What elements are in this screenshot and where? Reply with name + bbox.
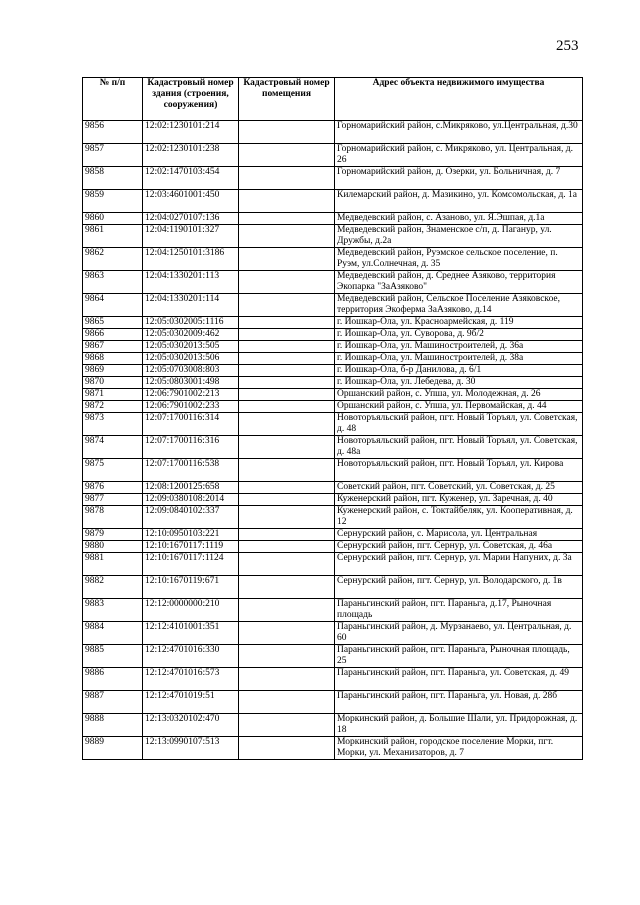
room-cadastral-cell xyxy=(239,436,335,459)
building-cadastral-cell: 12:05:0803001:498 xyxy=(143,377,239,389)
room-cadastral-cell xyxy=(239,691,335,714)
table-row xyxy=(83,529,583,541)
room-cadastral-cell xyxy=(239,737,335,760)
room-cadastral-cell xyxy=(239,714,335,737)
table-row xyxy=(83,645,583,668)
building-cadastral-cell: 12:03:4601001:450 xyxy=(143,190,239,213)
building-cadastral-cell: 12:04:1330201:113 xyxy=(143,271,239,294)
address-cell: Медведевский район, Руэмское сельское поселение, п. Руэм, ул.Солнечная, д. 35 xyxy=(335,248,583,271)
address-cell: г. Йошкар-Ола, ул. Машиностроителей, д. 36а xyxy=(335,341,583,353)
building-cadastral-cell: 12:09:0380108:2014 xyxy=(143,494,239,506)
table-row xyxy=(83,144,583,167)
row-number-cell: 9881 xyxy=(83,553,143,576)
room-cadastral-cell xyxy=(239,553,335,576)
building-cadastral-cell: 12:02:1230101:214 xyxy=(143,121,239,144)
room-cadastral-cell xyxy=(239,494,335,506)
table-row xyxy=(83,541,583,553)
table-row xyxy=(83,365,583,377)
address-cell: Параньгинский район, пгт. Параньга, ул. Новая, д. 28б xyxy=(335,691,583,714)
header-address: Адрес объекта недвижимого имущества xyxy=(335,78,583,121)
address-cell: Моркинский район, д. Большие Шали, ул. Придорожная, д. 18 xyxy=(335,714,583,737)
row-number-cell: 9889 xyxy=(83,737,143,760)
building-cadastral-cell: 12:05:0302013:505 xyxy=(143,341,239,353)
row-number-cell: 9880 xyxy=(83,541,143,553)
row-number-cell: 9865 xyxy=(83,317,143,329)
address-cell: Медведевский район, д. Среднее Азяково, территория Экопарка "ЗаАзяково" xyxy=(335,271,583,294)
row-number-cell: 9868 xyxy=(83,353,143,365)
building-cadastral-cell: 12:08:1200125:658 xyxy=(143,482,239,494)
room-cadastral-cell xyxy=(239,389,335,401)
address-cell: Медведевский район, Знаменское с/п, д. Паганур, ул. Дружбы, д.2а xyxy=(335,225,583,248)
table-row xyxy=(83,459,583,482)
row-number-cell: 9870 xyxy=(83,377,143,389)
row-number-cell: 9888 xyxy=(83,714,143,737)
table-row xyxy=(83,668,583,691)
building-cadastral-cell: 12:07:1700116:314 xyxy=(143,413,239,436)
row-number-cell: 9874 xyxy=(83,436,143,459)
address-cell: Сернурский район, пгт. Сернур, ул. Марии Напуних, д. 3а xyxy=(335,553,583,576)
table-row xyxy=(83,329,583,341)
page-number: 253 xyxy=(556,38,579,54)
address-cell: г. Йошкар-Ола, б-р Данилова, д. 6/1 xyxy=(335,365,583,377)
row-number-cell: 9872 xyxy=(83,401,143,413)
room-cadastral-cell xyxy=(239,225,335,248)
row-number-cell: 9856 xyxy=(83,121,143,144)
table-row xyxy=(83,506,583,529)
building-cadastral-cell: 12:04:0270107:136 xyxy=(143,213,239,225)
room-cadastral-cell xyxy=(239,353,335,365)
room-cadastral-cell xyxy=(239,576,335,599)
table-row xyxy=(83,436,583,459)
room-cadastral-cell xyxy=(239,599,335,622)
header-num: № п/п xyxy=(83,78,143,121)
building-cadastral-cell: 12:02:1230101:238 xyxy=(143,144,239,167)
table-row xyxy=(83,482,583,494)
room-cadastral-cell xyxy=(239,329,335,341)
table-row xyxy=(83,248,583,271)
room-cadastral-cell xyxy=(239,144,335,167)
table-row xyxy=(83,353,583,365)
address-cell: Куженерский район, с. Токтайбеляк, ул. Кооперативная, д. 12 xyxy=(335,506,583,529)
room-cadastral-cell xyxy=(239,668,335,691)
address-cell: Новоторъяльский район, пгт. Новый Торъял, ул. Советская, д. 48а xyxy=(335,436,583,459)
table-row xyxy=(83,377,583,389)
row-number-cell: 9871 xyxy=(83,389,143,401)
table-row xyxy=(83,737,583,760)
address-cell: Оршанский район, с. Упша, ул. Первомайская, д. 44 xyxy=(335,401,583,413)
building-cadastral-cell: 12:10:1670117:1119 xyxy=(143,541,239,553)
address-cell: Сернурский район, пгт. Сернур, ул. Советская, д. 46а xyxy=(335,541,583,553)
header-building-cadastral: Кадастровый номер здания (строения, сооружения) xyxy=(143,78,239,121)
table-row xyxy=(83,167,583,190)
room-cadastral-cell xyxy=(239,121,335,144)
address-cell: Моркинский район, городское поселение Морки, пгт. Морки, ул. Механизаторов, д. 7 xyxy=(335,737,583,760)
row-number-cell: 9878 xyxy=(83,506,143,529)
address-cell: г. Йошкар-Ола, ул. Красноармейская, д. 119 xyxy=(335,317,583,329)
table-row xyxy=(83,401,583,413)
building-cadastral-cell: 12:05:0302013:506 xyxy=(143,353,239,365)
row-number-cell: 9873 xyxy=(83,413,143,436)
table-row xyxy=(83,294,583,317)
building-cadastral-cell: 12:05:0703008:803 xyxy=(143,365,239,377)
address-cell: Новоторъяльский район, пгт. Новый Торъял, ул. Советская, д. 48 xyxy=(335,413,583,436)
row-number-cell: 9867 xyxy=(83,341,143,353)
address-cell: Горномарийский район, с. Микряково, ул. Центральная, д. 26 xyxy=(335,144,583,167)
room-cadastral-cell xyxy=(239,541,335,553)
room-cadastral-cell xyxy=(239,271,335,294)
row-number-cell: 9858 xyxy=(83,167,143,190)
address-cell: Параньгинский район, пгт. Параньга, ул. Советская, д. 49 xyxy=(335,668,583,691)
room-cadastral-cell xyxy=(239,377,335,389)
building-cadastral-cell: 12:12:4101001:351 xyxy=(143,622,239,645)
address-cell: Советский район, пгт. Советский, ул. Советская, д. 25 xyxy=(335,482,583,494)
table-row xyxy=(83,389,583,401)
row-number-cell: 9877 xyxy=(83,494,143,506)
building-cadastral-cell: 12:12:4701016:573 xyxy=(143,668,239,691)
room-cadastral-cell xyxy=(239,482,335,494)
building-cadastral-cell: 12:13:0320102:470 xyxy=(143,714,239,737)
building-cadastral-cell: 12:07:1700116:538 xyxy=(143,459,239,482)
row-number-cell: 9859 xyxy=(83,190,143,213)
room-cadastral-cell xyxy=(239,341,335,353)
address-cell: г. Йошкар-Ола, ул. Машиностроителей, д. 38а xyxy=(335,353,583,365)
row-number-cell: 9869 xyxy=(83,365,143,377)
building-cadastral-cell: 12:12:4701019:51 xyxy=(143,691,239,714)
building-cadastral-cell: 12:05:0302009:462 xyxy=(143,329,239,341)
room-cadastral-cell xyxy=(239,190,335,213)
room-cadastral-cell xyxy=(239,365,335,377)
row-number-cell: 9886 xyxy=(83,668,143,691)
table-row xyxy=(83,121,583,144)
row-number-cell: 9882 xyxy=(83,576,143,599)
building-cadastral-cell: 12:05:0302005:1116 xyxy=(143,317,239,329)
room-cadastral-cell xyxy=(239,213,335,225)
table-row xyxy=(83,599,583,622)
building-cadastral-cell: 12:07:1700116:316 xyxy=(143,436,239,459)
room-cadastral-cell xyxy=(239,459,335,482)
address-cell: Горномарийский район, д. Озерки, ул. Больничная, д. 7 xyxy=(335,167,583,190)
building-cadastral-cell: 12:09:0840102:337 xyxy=(143,506,239,529)
table-row xyxy=(83,576,583,599)
table-row xyxy=(83,225,583,248)
table-row xyxy=(83,714,583,737)
address-cell: Куженерский район, пгт. Куженер, ул. Заречная, д. 40 xyxy=(335,494,583,506)
table-row xyxy=(83,553,583,576)
row-number-cell: 9887 xyxy=(83,691,143,714)
address-cell: Сернурский район, с. Марисола, ул. Центральная xyxy=(335,529,583,541)
building-cadastral-cell: 12:10:1670117:1124 xyxy=(143,553,239,576)
building-cadastral-cell: 12:04:1250101:3186 xyxy=(143,248,239,271)
room-cadastral-cell xyxy=(239,413,335,436)
building-cadastral-cell: 12:04:1190101:327 xyxy=(143,225,239,248)
table-row xyxy=(83,691,583,714)
table-row xyxy=(83,317,583,329)
table-body xyxy=(83,121,583,760)
row-number-cell: 9864 xyxy=(83,294,143,317)
address-cell: Горномарийский район, с.Микряково, ул.Центральная, д.30 xyxy=(335,121,583,144)
table-header-row xyxy=(83,78,583,121)
address-cell: г. Йошкар-Ола, ул. Суворова, д. 9б/2 xyxy=(335,329,583,341)
address-cell: Параньгинский район, пгт. Параньга, д.17, Рыночная площадь xyxy=(335,599,583,622)
building-cadastral-cell: 12:06:7901002:213 xyxy=(143,389,239,401)
room-cadastral-cell xyxy=(239,529,335,541)
building-cadastral-cell: 12:02:1470103:454 xyxy=(143,167,239,190)
table-row xyxy=(83,341,583,353)
row-number-cell: 9875 xyxy=(83,459,143,482)
address-cell: Параньгинский район, д. Мурзанаево, ул. Центральная, д. 60 xyxy=(335,622,583,645)
address-cell: Медведевский район, с. Азаново, ул. Я.Эшпая, д.1а xyxy=(335,213,583,225)
table-row xyxy=(83,213,583,225)
header-room-cadastral: Кадастровый номер помещения xyxy=(239,78,335,121)
building-cadastral-cell: 12:10:1670119:671 xyxy=(143,576,239,599)
room-cadastral-cell xyxy=(239,622,335,645)
row-number-cell: 9861 xyxy=(83,225,143,248)
building-cadastral-cell: 12:12:4701016:330 xyxy=(143,645,239,668)
building-cadastral-cell: 12:13:0990107:513 xyxy=(143,737,239,760)
row-number-cell: 9857 xyxy=(83,144,143,167)
row-number-cell: 9863 xyxy=(83,271,143,294)
row-number-cell: 9883 xyxy=(83,599,143,622)
address-cell: Параньгинский район, пгт. Параньга, Рыночная площадь, 25 xyxy=(335,645,583,668)
property-table xyxy=(82,77,583,760)
row-number-cell: 9879 xyxy=(83,529,143,541)
row-number-cell: 9866 xyxy=(83,329,143,341)
row-number-cell: 9884 xyxy=(83,622,143,645)
address-cell: Сернурский район, пгт. Сернур, ул. Володарского, д. 1в xyxy=(335,576,583,599)
table-row xyxy=(83,271,583,294)
building-cadastral-cell: 12:06:7901002:233 xyxy=(143,401,239,413)
building-cadastral-cell: 12:12:0000000:210 xyxy=(143,599,239,622)
table-row xyxy=(83,494,583,506)
table-row xyxy=(83,190,583,213)
room-cadastral-cell xyxy=(239,248,335,271)
address-cell: г. Йошкар-Ола, ул. Лебедева, д. 30 xyxy=(335,377,583,389)
building-cadastral-cell: 12:04:1330201:114 xyxy=(143,294,239,317)
room-cadastral-cell xyxy=(239,645,335,668)
address-cell: Медведевский район, Сельское Поселение Азяковское, территория Экоферма ЗаАзяково, д.14 xyxy=(335,294,583,317)
table-row xyxy=(83,622,583,645)
address-cell: Килемарский район, д. Мазикино, ул. Комсомольская, д. 1а xyxy=(335,190,583,213)
room-cadastral-cell xyxy=(239,317,335,329)
table-row xyxy=(83,413,583,436)
row-number-cell: 9862 xyxy=(83,248,143,271)
row-number-cell: 9876 xyxy=(83,482,143,494)
room-cadastral-cell xyxy=(239,506,335,529)
building-cadastral-cell: 12:10:0950103:221 xyxy=(143,529,239,541)
address-cell: Оршанский район, с. Упша, ул. Молодежная, д. 26 xyxy=(335,389,583,401)
room-cadastral-cell xyxy=(239,401,335,413)
address-cell: Новоторъяльский район, пгт. Новый Торъял, ул. Кирова xyxy=(335,459,583,482)
row-number-cell: 9860 xyxy=(83,213,143,225)
room-cadastral-cell xyxy=(239,294,335,317)
room-cadastral-cell xyxy=(239,167,335,190)
row-number-cell: 9885 xyxy=(83,645,143,668)
